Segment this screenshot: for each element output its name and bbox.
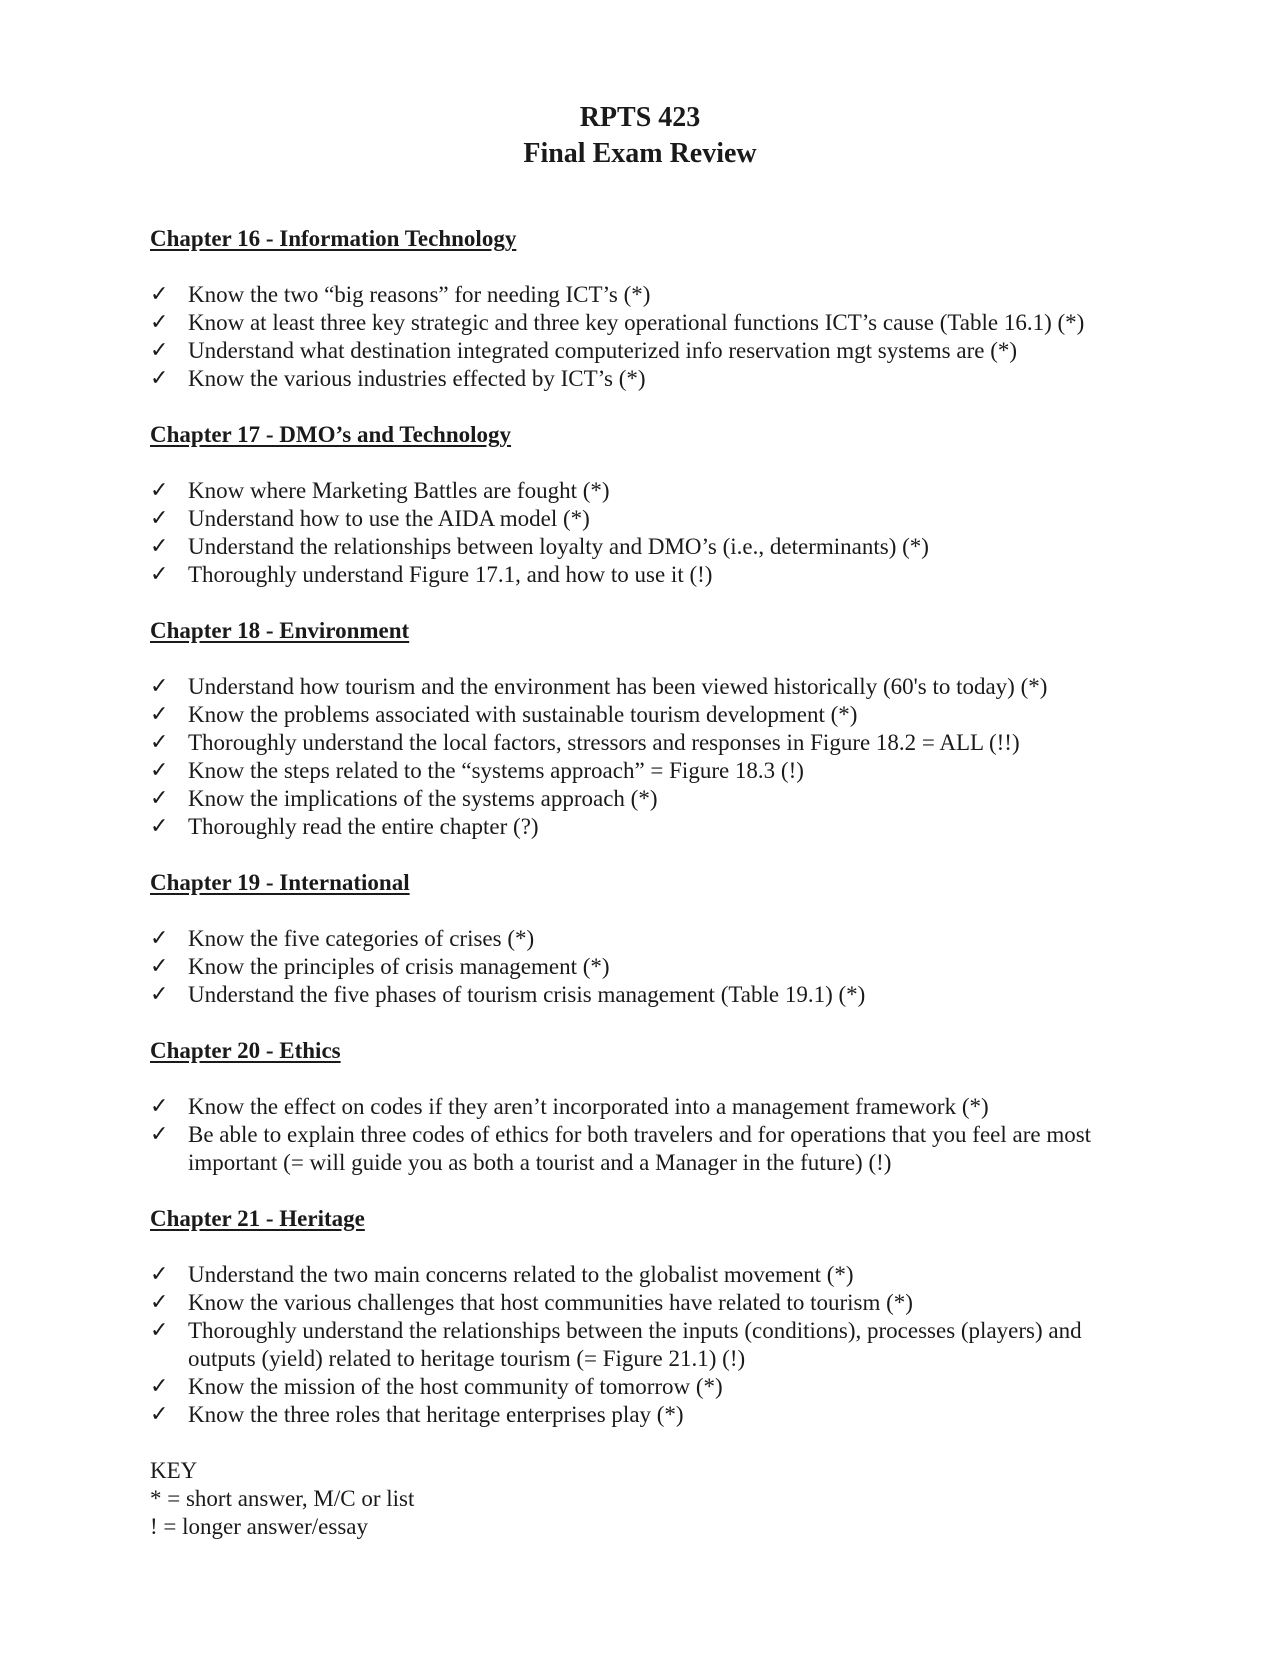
checklist-item-text: Know the effect on codes if they aren’t incorporated into a management framework (*) (188, 1094, 989, 1119)
checkmark-icon: ✓ (150, 1290, 169, 1315)
checklist-item (150, 953, 1140, 981)
checklist-item-text: Know the various industries effected by ICT’s (*) (188, 366, 646, 391)
checklist-item-text: Be able to explain three codes of ethics for both travelers and for operations that you feel are most important (= will guide you as both a tourist and a Manager in the future) (!) (188, 1122, 1092, 1175)
chapter-heading: Chapter 20 - Ethics (150, 1038, 341, 1063)
chapter-section (150, 617, 1140, 841)
checkmark-icon: ✓ (150, 926, 169, 951)
checklist-item-text: Thoroughly understand Figure 17.1, and how to use it (!) (188, 562, 713, 587)
checklist-item-text: Know where Marketing Battles are fought (*) (188, 478, 610, 503)
checkmark-icon: ✓ (150, 1374, 169, 1399)
key-label: KEY (150, 1458, 198, 1483)
document-title (0, 100, 1280, 172)
chapter-heading: Chapter 18 - Environment (150, 618, 410, 643)
checklist-item (150, 281, 1140, 309)
key-long-answer: ! = longer answer/essay (150, 1514, 368, 1539)
checkmark-icon: ✓ (150, 954, 169, 979)
checklist-item (150, 813, 1140, 841)
checklist-item-text: Know the various challenges that host communities have related to tourism (*) (188, 1290, 913, 1315)
checklist-item-text: Thoroughly read the entire chapter (?) (188, 814, 539, 839)
checkmark-icon: ✓ (150, 1094, 169, 1119)
chapter-section (150, 1037, 1140, 1177)
checkmark-icon: ✓ (150, 982, 169, 1007)
checkmark-icon: ✓ (150, 730, 169, 755)
checklist-item-text: Know the two “big reasons” for needing ICT’s (*) (188, 282, 651, 307)
checkmark-icon: ✓ (150, 1262, 169, 1287)
checklist (150, 477, 1140, 589)
checklist-item-text: Understand what destination integrated computerized info reservation mgt systems are (*) (188, 338, 1018, 363)
checklist-item (150, 757, 1140, 785)
checklist-item (150, 561, 1140, 589)
checklist-item-text: Understand how tourism and the environment has been viewed historically (60's to today) (*) (188, 674, 1048, 699)
key-legend (150, 1457, 1140, 1541)
checklist-item (150, 673, 1140, 701)
checklist-item-text: Know the three roles that heritage enterprises play (*) (188, 1402, 684, 1427)
checklist-item (150, 1401, 1140, 1429)
checkmark-icon: ✓ (150, 338, 169, 363)
chapter-section (150, 1205, 1140, 1429)
key-short-answer: * = short answer, M/C or list (150, 1486, 415, 1511)
checklist-item-text: Thoroughly understand the relationships between the inputs (conditions), processes (players) and outputs (yield) related to heritage tourism (= Figure 21.1) (!) (188, 1318, 1082, 1371)
checklist-item-text: Understand how to use the AIDA model (*) (188, 506, 590, 531)
checklist (150, 673, 1140, 841)
checklist-item-text: Understand the five phases of tourism crisis management (Table 19.1) (*) (188, 982, 866, 1007)
checklist-item (150, 701, 1140, 729)
checklist-item (150, 309, 1140, 337)
checklist (150, 1093, 1140, 1177)
checklist-item (150, 1289, 1140, 1317)
checkmark-icon: ✓ (150, 758, 169, 783)
chapter-heading: Chapter 19 - International (150, 870, 410, 895)
checklist-item-text: Know at least three key strategic and three key operational functions ICT’s cause (Table 16.1) (*) (188, 310, 1085, 335)
chapters-content (150, 225, 1140, 1541)
chapter-heading: Chapter 17 - DMO’s and Technology (150, 422, 512, 447)
chapter-heading: Chapter 21 - Heritage (150, 1206, 365, 1231)
checklist-item-text: Understand the two main concerns related to the globalist movement (*) (188, 1262, 854, 1287)
checklist-item (150, 729, 1140, 757)
checklist-item-text: Understand the relationships between loyalty and DMO’s (i.e., determinants) (*) (188, 534, 929, 559)
checklist (150, 925, 1140, 1009)
chapter-section (150, 869, 1140, 1009)
checklist-item-text: Know the five categories of crises (*) (188, 926, 535, 951)
checkmark-icon: ✓ (150, 478, 169, 503)
checkmark-icon: ✓ (150, 674, 169, 699)
checklist-item-text: Know the principles of crisis management (*) (188, 954, 610, 979)
checkmark-icon: ✓ (150, 282, 169, 307)
checklist-item-text: Know the steps related to the “systems approach” = Figure 18.3 (!) (188, 758, 804, 783)
checklist-item (150, 1261, 1140, 1289)
checkmark-icon: ✓ (150, 534, 169, 559)
checklist-item-text: Know the mission of the host community of tomorrow (*) (188, 1374, 723, 1399)
checklist-item (150, 477, 1140, 505)
checklist-item (150, 981, 1140, 1009)
checklist-item-text: Know the problems associated with sustainable tourism development (*) (188, 702, 858, 727)
checklist-item-text: Thoroughly understand the local factors, stressors and responses in Figure 18.2 = ALL (!!) (188, 730, 1020, 755)
checklist-item (150, 337, 1140, 365)
chapter-section (150, 421, 1140, 589)
checkmark-icon: ✓ (150, 310, 169, 335)
checkmark-icon: ✓ (150, 506, 169, 531)
checklist-item (150, 505, 1140, 533)
checkmark-icon: ✓ (150, 786, 169, 811)
checklist-item (150, 533, 1140, 561)
checklist-item (150, 1093, 1140, 1121)
checkmark-icon: ✓ (150, 1122, 169, 1147)
checklist-item (150, 925, 1140, 953)
checklist-item (150, 1373, 1140, 1401)
checklist-item (150, 785, 1140, 813)
course-code: RPTS 423 (579, 102, 701, 133)
checklist (150, 281, 1140, 393)
checkmark-icon: ✓ (150, 1402, 169, 1427)
checklist-item-text: Know the implications of the systems approach (*) (188, 786, 658, 811)
chapter-section (150, 225, 1140, 393)
checklist-item (150, 1317, 1140, 1373)
checkmark-icon: ✓ (150, 366, 169, 391)
checkmark-icon: ✓ (150, 702, 169, 727)
checklist (150, 1261, 1140, 1429)
checkmark-icon: ✓ (150, 1318, 169, 1343)
review-title: Final Exam Review (523, 138, 757, 169)
chapter-heading: Chapter 16 - Information Technology (150, 226, 517, 251)
checklist-item (150, 365, 1140, 393)
checkmark-icon: ✓ (150, 562, 169, 587)
checkmark-icon: ✓ (150, 814, 169, 839)
checklist-item (150, 1121, 1140, 1177)
